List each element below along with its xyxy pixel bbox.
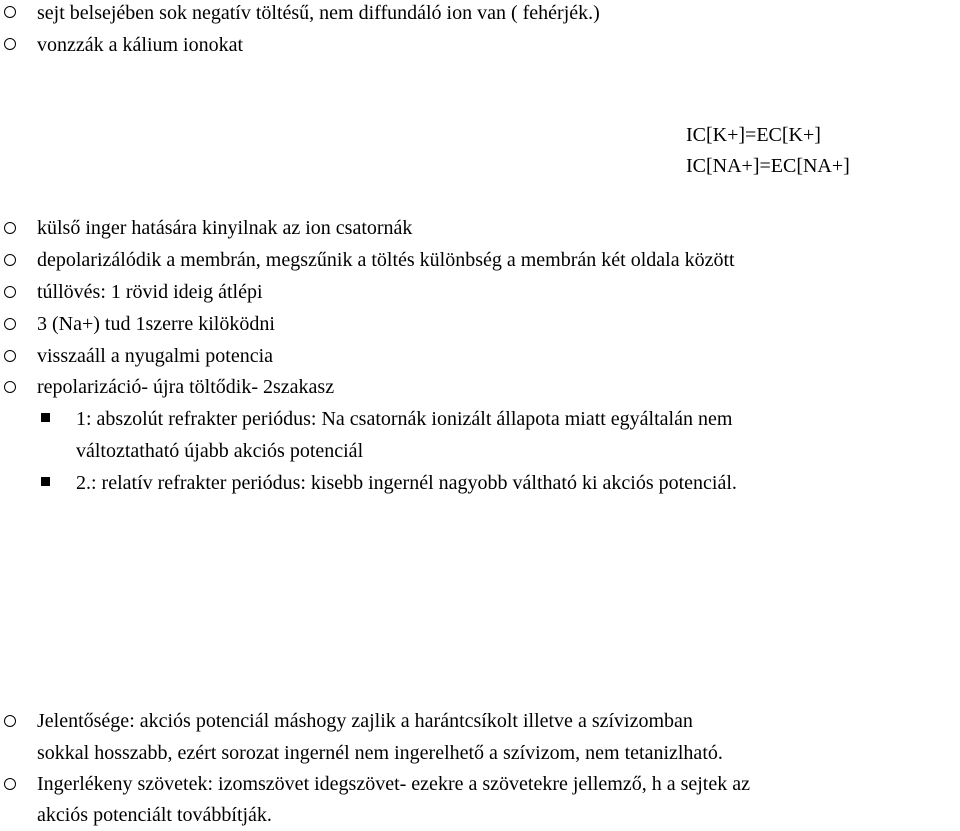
circle-bullet-icon — [4, 254, 16, 266]
circle-bullet-icon — [4, 38, 16, 50]
circle-bullet-icon — [4, 286, 16, 298]
circle-bullet-icon — [4, 715, 16, 727]
bullet-text: Jelentősége: akciós potenciál máshogy zajlik a harántcsíkolt illetve a szívizomban — [37, 710, 693, 732]
equation-k: IC[K+]=EC[K+] — [686, 124, 821, 146]
bullet-text: külső inger hatására kinyilnak az ion csatornák — [37, 217, 413, 239]
circle-bullet-icon — [4, 318, 16, 330]
bullet-text: Ingerlékeny szövetek: izomszövet idegszövet- ezekre a szövetekre jellemző, h a sejtek az — [37, 773, 750, 795]
circle-bullet-icon — [4, 778, 16, 790]
bullet-text: túllövés: 1 rövid ideig átlépi — [37, 281, 263, 303]
bullet-text: visszaáll a nyugalmi potencia — [37, 345, 274, 367]
bullet-text-cont: akciós potenciált továbbítják. — [37, 804, 272, 826]
circle-bullet-icon — [4, 6, 16, 18]
bullet-text: depolarizálódik a membrán, megszűnik a töltés különbség a membrán két oldala között — [37, 249, 735, 271]
bullet-text: 3 (Na+) tud 1szerre kilöködni — [37, 313, 275, 335]
circle-bullet-icon — [4, 350, 16, 362]
circle-bullet-icon — [4, 222, 16, 234]
square-bullet-icon — [41, 413, 50, 422]
equation-na: IC[NA+]=EC[NA+] — [686, 155, 850, 177]
circle-bullet-icon — [4, 381, 16, 393]
sub-bullet-text-cont: változtatható újabb akciós potenciál — [76, 440, 364, 462]
sub-bullet-text: 2.: relatív refrakter periódus: kisebb ingernél nagyobb váltható ki akciós potenciál. — [76, 472, 737, 494]
square-bullet-icon — [41, 477, 50, 486]
bullet-text: vonzzák a kálium ionokat — [37, 34, 244, 56]
bullet-text: repolarizáció- újra töltődik- 2szakasz — [37, 376, 335, 398]
sub-bullet-text: 1: abszolút refrakter periódus: Na csatornák ionizált állapota miatt egyáltalán nem — [76, 408, 733, 430]
bullet-text: sejt belsejében sok negatív töltésű, nem diffundáló ion van ( fehérjék.) — [37, 2, 600, 24]
bullet-text-cont: sokkal hosszabb, ezért sorozat ingernél nem ingerelhető a szívizom, nem tetanizlható. — [37, 742, 723, 764]
